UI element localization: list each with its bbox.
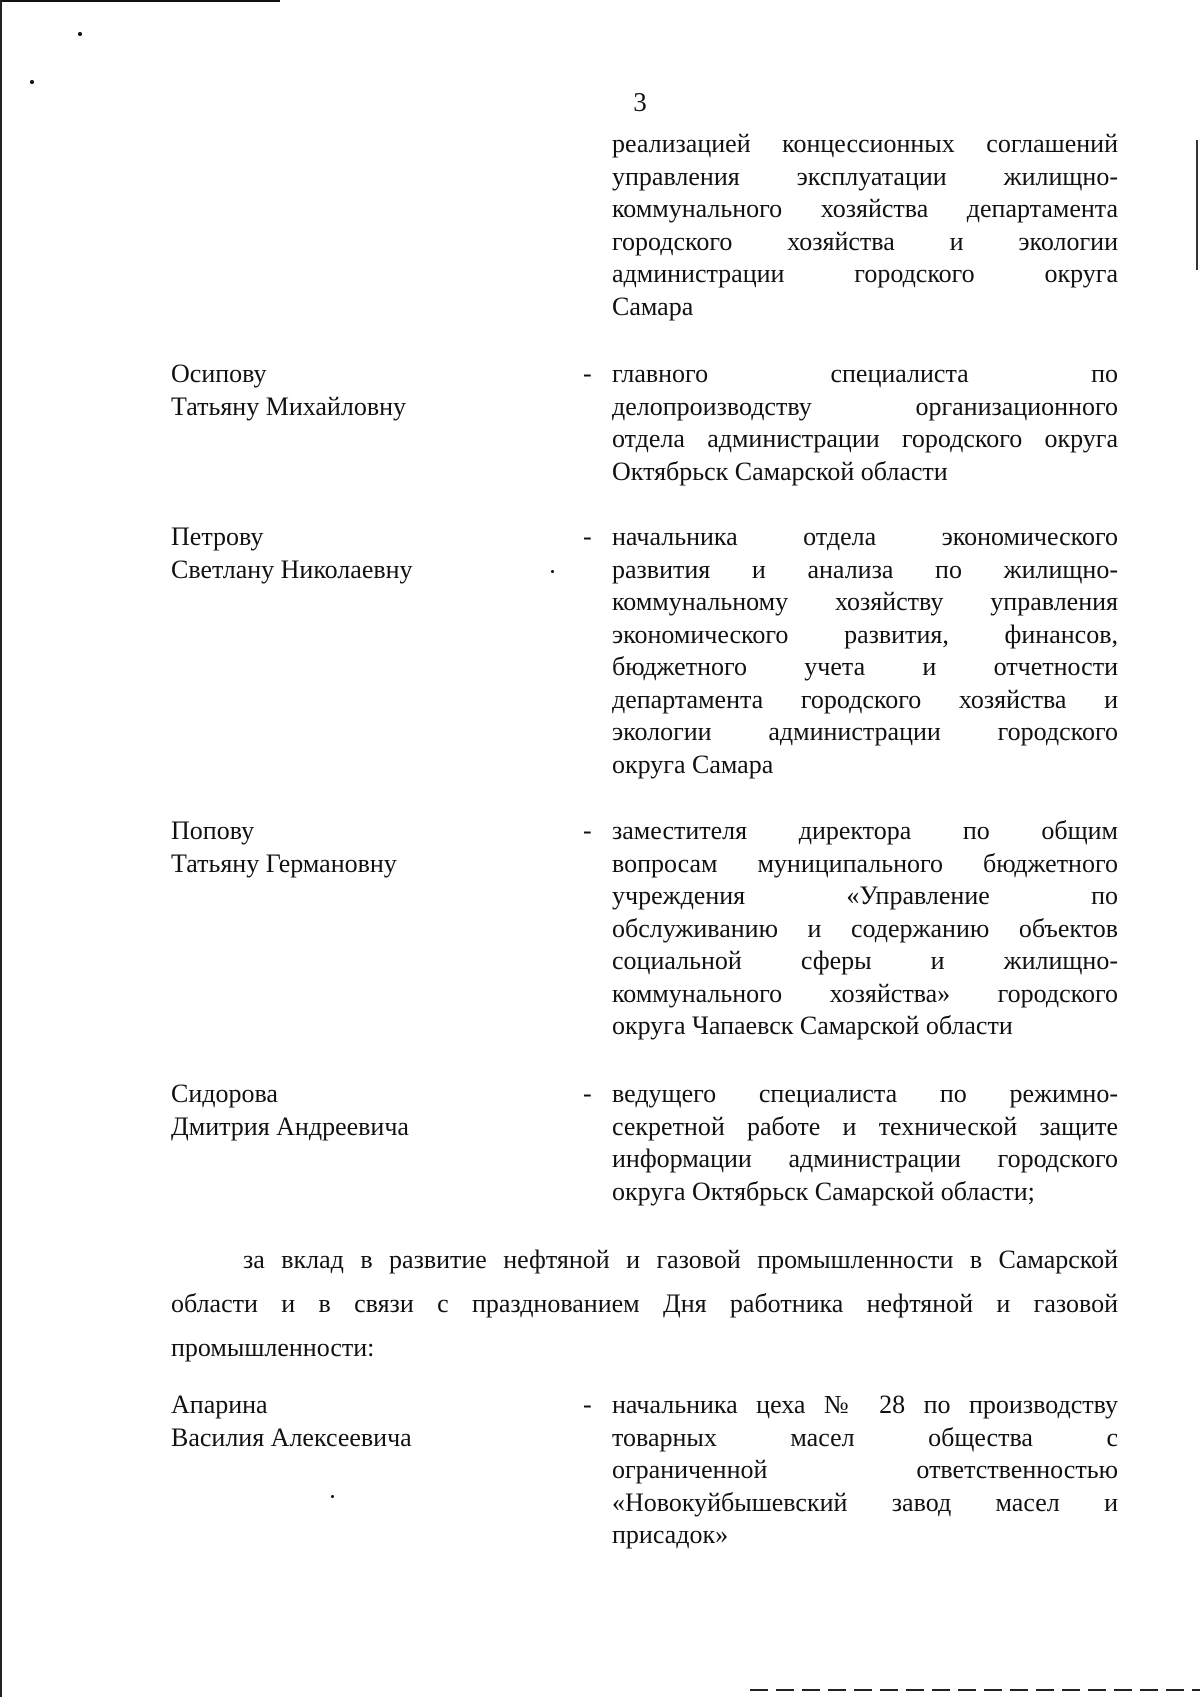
text-line: товарных масел общества с (612, 1422, 1118, 1452)
page-number: 3 (633, 87, 647, 117)
text-line: заместителя директора по общим (612, 816, 1118, 845)
text-line: отдела администрации городского округа (612, 424, 1118, 453)
text-line: коммунальному хозяйству управления (612, 587, 1118, 616)
text-line: главного специалиста по (612, 359, 1118, 388)
dash-separator: - (583, 359, 592, 388)
award-reason-paragraph: за вклад в развитие нефтяной и газовой промышленности в Самарской области и в связи с празднованием Дня работника нефтяной и газовой промышленности: (171, 1245, 1118, 1362)
continued-position (612, 128, 1118, 323)
text-line: ограниченной ответственностью (612, 1455, 1118, 1484)
text-line: округа Самара (612, 749, 774, 779)
scan-edge-right (1196, 140, 1198, 270)
surname: Попову (171, 816, 255, 845)
person-position (612, 815, 1118, 1043)
scan-speck (78, 32, 82, 36)
text-line: экономического развития, финансов, (612, 619, 1118, 649)
text-line: реализацией концессионных соглашений (612, 129, 1118, 158)
surname: Осипову (171, 359, 267, 388)
scan-edge-top (0, 0, 280, 2)
text-line: секретной работе и технической защите (612, 1111, 1118, 1141)
text-line: управления эксплуатации жилищно- (612, 161, 1118, 191)
given-names: Татьяну Михайловну (171, 391, 407, 421)
surname: Апарина (171, 1390, 268, 1419)
text-line: учреждения «Управление по (612, 881, 1118, 910)
text-line: обслуживанию и содержанию объектов (612, 913, 1118, 943)
text-line: ведущего специалиста по режимно- (612, 1079, 1118, 1108)
surname: Петрову (171, 522, 264, 551)
text-line: округа Октябрьск Самарской области; (612, 1176, 1035, 1206)
given-names: Светлану Николаевну (171, 554, 413, 584)
text-line: экологии администрации городского (612, 717, 1118, 746)
person-position (612, 358, 1118, 488)
dash-separator: - (583, 522, 592, 551)
person-position (612, 1078, 1118, 1208)
text-line: информации администрации городского (612, 1144, 1118, 1173)
text-line: вопросам муниципального бюджетного (612, 848, 1118, 878)
scan-speck (30, 80, 34, 84)
person-position (612, 521, 1118, 781)
person-name (171, 358, 551, 423)
text-line: коммунального хозяйства департамента (612, 194, 1118, 223)
person-name (171, 1389, 551, 1454)
person-name (171, 521, 551, 586)
dash-separator: - (583, 1079, 592, 1108)
given-names: Василия Алексеевича (171, 1422, 412, 1452)
surname: Сидорова (171, 1079, 278, 1108)
dash-separator: - (583, 1390, 592, 1419)
text-line: городского хозяйства и экологии (612, 226, 1118, 256)
text-line: начальника цеха № 28 по производству (612, 1390, 1118, 1419)
text-line: администрации городского округа (612, 259, 1118, 288)
person-name (171, 1078, 551, 1143)
dash-separator: - (583, 816, 592, 845)
text-line: округа Чапаевск Самарской области (612, 1011, 1013, 1040)
scan-edge-bottom (750, 1689, 1200, 1691)
text-line: департамента городского хозяйства и (612, 684, 1118, 714)
text-line: развития и анализа по жилищно- (612, 554, 1118, 584)
text-line: начальника отдела экономического (612, 522, 1118, 551)
text-line: присадок» (612, 1520, 729, 1549)
text-line: бюджетного учета и отчетности (612, 652, 1118, 681)
text-line: делопроизводству организационного (612, 391, 1118, 421)
text-line: «Новокуйбышевский завод масел и (612, 1487, 1118, 1517)
person-position (612, 1389, 1118, 1552)
person-name (171, 815, 551, 880)
text-line: Самара (612, 291, 694, 321)
given-names: Татьяну Германовну (171, 848, 397, 878)
given-names: Дмитрия Андреевича (171, 1111, 409, 1141)
text-line: коммунального хозяйства» городского (612, 978, 1118, 1008)
scan-speck (331, 1495, 334, 1498)
scan-speck (551, 570, 554, 573)
scan-edge-left (0, 0, 2, 1697)
text-line: социальной сферы и жилищно- (612, 946, 1118, 975)
text-line: Октябрьск Самарской области (612, 456, 948, 486)
